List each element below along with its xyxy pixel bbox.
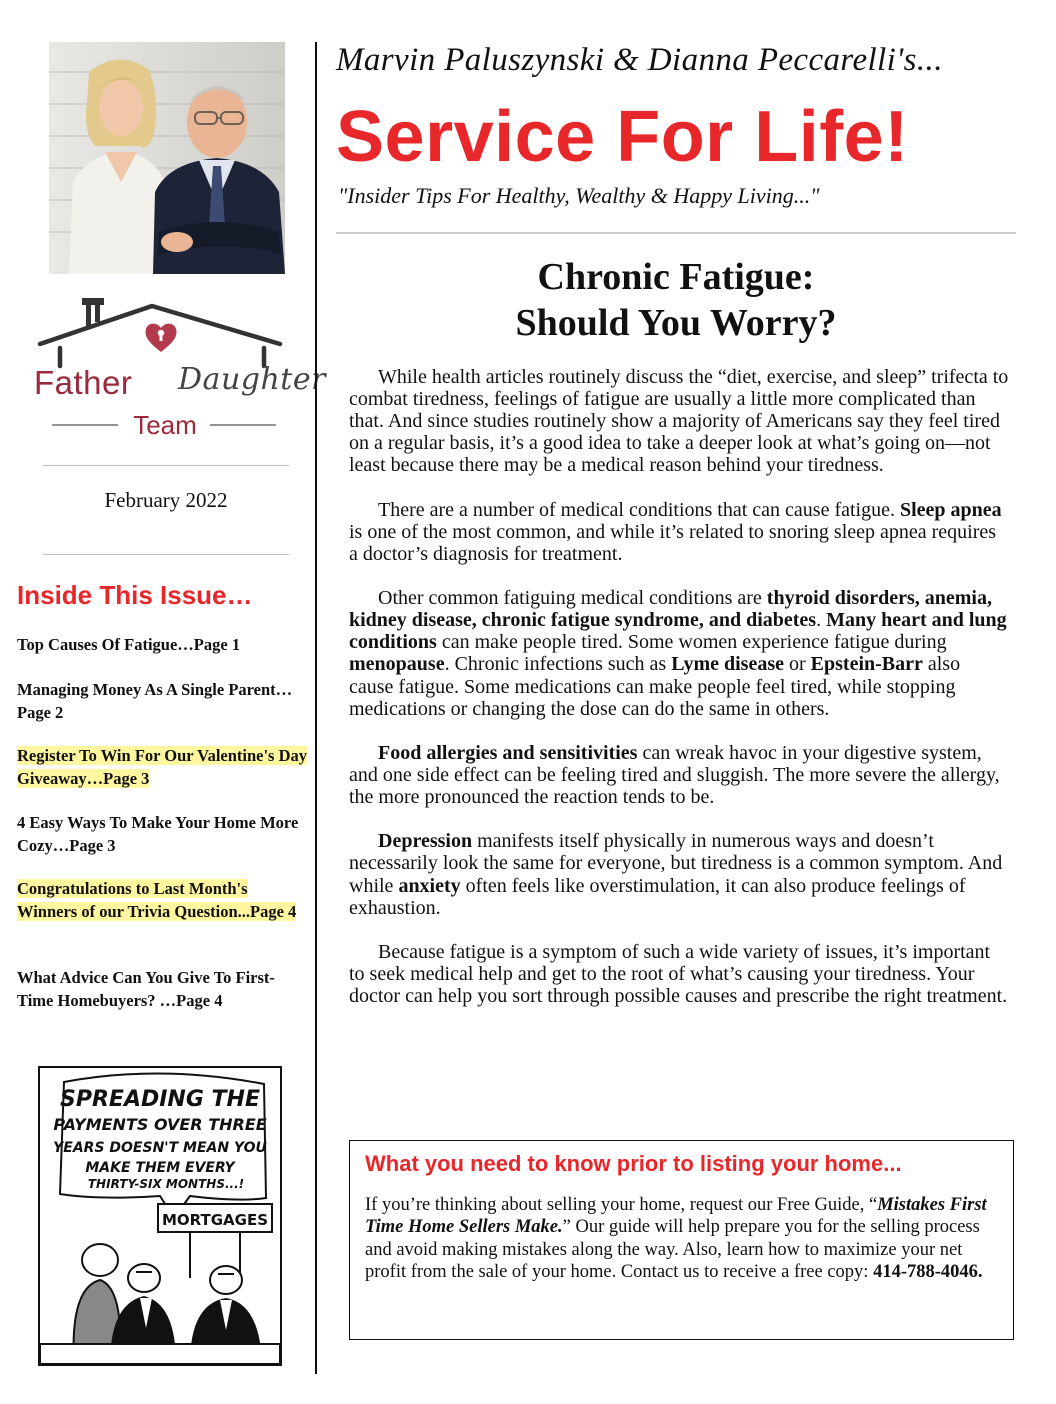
toc-item-highlighted: Register To Win For Our Valentine's Day Giveaway…Page 3	[17, 746, 308, 788]
issue-date: February 2022	[104, 488, 228, 512]
cartoon-drawing	[40, 1068, 280, 1364]
toc-item: Top Causes Of Fatigue…Page 1	[17, 635, 241, 654]
cartoon-sign-text: MORTGAGES	[161, 1211, 269, 1229]
article-paragraph: While health articles routinely discuss the “diet, exercise, and sleep” trifecta to combat tiredness, feelings of fatigue are usually a little more complicated than that. And since studies routinely show a majority of Americans say they feel tired on a regular basis, it’s a good idea to take a deeper look at what’s going on—not least because there may be a medical reason behind your tiredness.	[349, 366, 1009, 477]
article-paragraph: Food allergies and sensitivities can wreak havoc in your digestive system, and one side effect can be feeling tired and sluggish. The more severe the allergy, the more pronounced the reaction tends to be.	[349, 741, 1000, 809]
cartoon-caption-line: THIRTY-SIX MONTHS...!	[87, 1177, 245, 1191]
sidebar-divider	[43, 465, 289, 466]
newsletter-title: Service For Life!	[336, 97, 909, 177]
house-roof-icon	[30, 292, 300, 372]
article-title	[336, 254, 1016, 346]
father-daughter-team-logo	[30, 292, 326, 442]
logo-father-text: Father	[34, 364, 133, 401]
sidebar	[0, 0, 326, 1404]
newsletter-tagline: "Insider Tips For Healthy, Wealthy & Happy Living..."	[338, 183, 820, 208]
callout-body: If you’re thinking about selling your home, request our Free Guide, “Mistakes First Time Home Sellers Make.” Our guide will help prepare you for the selling process and avoid making mistakes along the way. Also, learn how to maximize your net profit from the sale of your home. Contact us to receive a free copy: 414-788-4046.	[365, 1195, 987, 1282]
column-divider	[315, 42, 317, 1374]
listing-guide-callout	[349, 1140, 1014, 1340]
article-paragraph: Other common fatiguing medical conditions are thyroid disorders, anemia, kidney disease, chronic fatigue syndrome, and diabetes. Many heart and lung conditions can make people tired. Some women experience fatigue during menopause. Chronic infections such as Lyme disease or Epstein-Barr also cause fatigue. Some medications can make people feel tired, while stopping medications or changing the dose can do the same in others.	[349, 587, 1007, 720]
inside-this-issue-heading: Inside This Issue…	[17, 580, 253, 610]
cartoon-caption-line: SPREADING THE	[60, 1087, 260, 1112]
cartoon-caption-line: MAKE THEM EVERY	[85, 1160, 235, 1176]
masthead-rule	[336, 232, 1016, 234]
mortgage-cartoon	[38, 1066, 282, 1366]
team-photo-illustration	[49, 42, 285, 274]
masthead-names: Marvin Paluszynski & Dianna Peccarelli's...	[336, 42, 943, 78]
toc-item: What Advice Can You Give To First-Time Homebuyers? …Page 4	[17, 968, 275, 1010]
logo-daughter-text: Daughter	[178, 362, 326, 397]
cartoon-caption-line: YEARS DOESN'T MEAN YOU	[53, 1140, 267, 1156]
cartoon-caption-line: PAYMENTS OVER THREE	[53, 1115, 267, 1134]
heart-lock-icon	[146, 324, 177, 352]
toc-item-highlighted: Congratulations to Last Month's Winners of our Trivia Question...Page 4	[17, 879, 297, 921]
phone-number: 414-788-4046.	[873, 1261, 983, 1282]
sidebar-divider	[43, 554, 289, 555]
article-body	[349, 366, 1009, 1029]
logo-team-text: Team	[133, 410, 197, 440]
article-paragraph: There are a number of medical conditions that can cause fatigue. Sleep apnea is one of the most common, and while it’s related to snoring sleep apnea requires a doctor’s diagnosis for treatment.	[349, 498, 1002, 565]
callout-title: What you need to know prior to listing your home...	[365, 1151, 902, 1176]
article-title-line: Should You Worry?	[515, 302, 837, 344]
article-paragraph: Depression manifests itself physically in numerous ways and doesn’t necessarily look the same for everyone, but tiredness is a common symptom. And while anxiety often feels like overstimulation, it can also produce feelings of exhaustion.	[349, 830, 1003, 919]
article-title-line: Chronic Fatigue:	[537, 256, 815, 298]
toc-item: Managing Money As A Single Parent…Page 2	[17, 680, 293, 722]
guide-title: Mistakes First Time Home Sellers Make.	[365, 1195, 987, 1238]
toc-item: 4 Easy Ways To Make Your Home More Cozy…Page 3	[17, 813, 299, 855]
article-paragraph: Because fatigue is a symptom of such a wide variety of issues, it’s important to seek medical help and get to the root of what’s causing your tiredness. Your doctor can help you sort through possible causes and prescribe the right treatment.	[349, 940, 1008, 1008]
team-photo	[49, 42, 285, 274]
